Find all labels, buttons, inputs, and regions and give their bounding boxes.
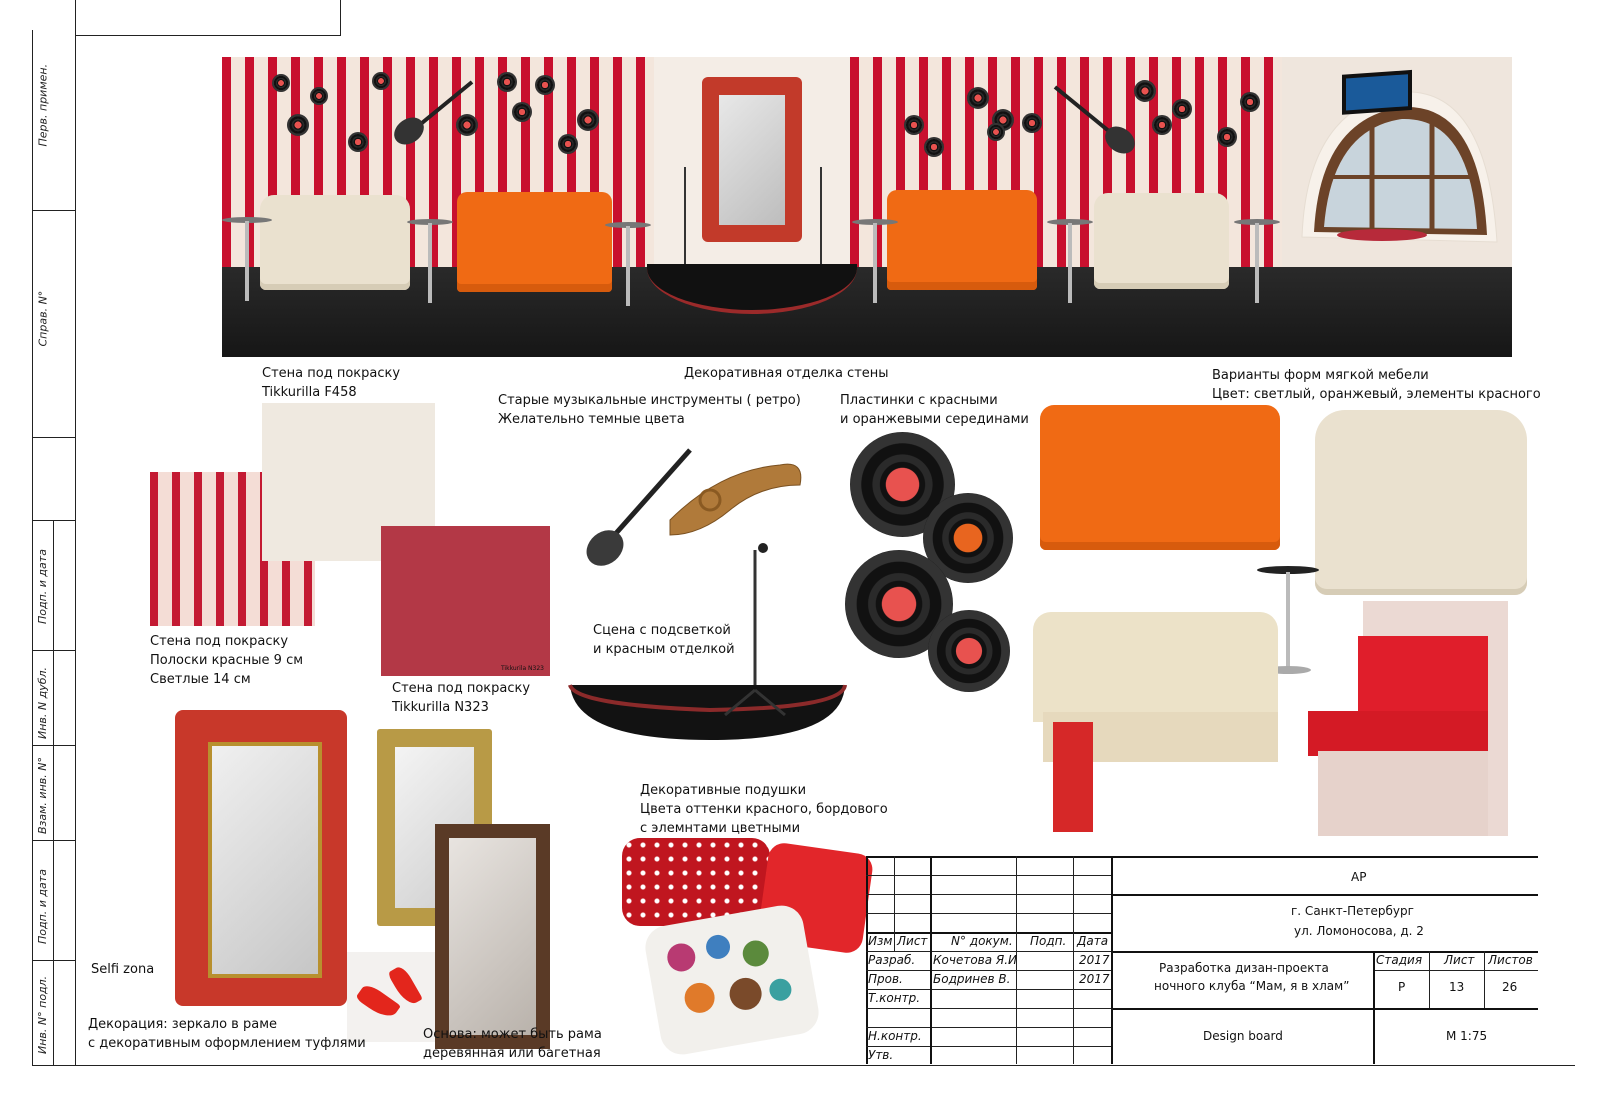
row-role-6: Утв. xyxy=(868,1048,894,1062)
pillows-line1: Декоративные подушки xyxy=(640,783,807,798)
strip-left-line xyxy=(32,30,33,1066)
paint-red-caption xyxy=(392,679,530,717)
booth-red-sample xyxy=(1308,601,1508,841)
tb-scale: М 1:75 xyxy=(1446,1029,1488,1043)
wall-record xyxy=(987,123,1005,141)
row-date-1: 2017 xyxy=(1079,953,1110,967)
pillows-caption xyxy=(640,781,888,838)
wall-sofa-cream-2 xyxy=(1094,193,1229,289)
wall-table xyxy=(1047,219,1093,305)
wall-table xyxy=(222,217,272,303)
wall-record xyxy=(904,115,924,135)
tb-sheet-header: Лист xyxy=(1444,953,1475,967)
tb-project-line2: ночного клуба “Мам, я в хлам” xyxy=(1154,979,1350,993)
wall-record xyxy=(577,109,599,131)
furniture-caption xyxy=(1212,366,1541,404)
wall-sofa-orange-1 xyxy=(457,192,612,292)
tb-sheet-title: Design board xyxy=(1203,1029,1283,1043)
wall-record xyxy=(967,87,989,109)
paint-red-swatch-code: Tikkurila N323 xyxy=(500,665,544,672)
strip-sep-2 xyxy=(32,437,75,438)
wall-record xyxy=(287,114,309,136)
booth-cream-sample xyxy=(1033,612,1278,837)
wall-record xyxy=(558,134,578,154)
side-label-vzam: Взам. инв. N° xyxy=(36,757,49,834)
instruments-line1: Старые музыкальные инструменты ( ретро) xyxy=(498,393,801,408)
side-label-podp1: Подп. и дата xyxy=(36,549,49,624)
th-izm: Изм xyxy=(868,934,893,948)
pillows-line2: Цвета оттенки красного, бордового xyxy=(640,802,888,817)
frame-bottom-line xyxy=(32,1065,1575,1066)
wall-record xyxy=(535,75,555,95)
wall-record xyxy=(924,137,944,157)
row-role-5: Н.контр. xyxy=(868,1029,922,1043)
paint-stripes-line2: Полоски красные 9 см xyxy=(150,653,304,668)
side-label-inv-podl: Инв. N° подл. xyxy=(36,975,49,1054)
th-doc: N° докум. xyxy=(951,934,1013,948)
stage-line1: Сцена с подсветкой xyxy=(593,623,731,638)
sofa-orange-sample xyxy=(1040,405,1280,550)
pillow-buttons xyxy=(642,902,822,1058)
paint-red-line2: Tikkurilla N323 xyxy=(392,700,489,715)
row-name-1: Кочетова Я.И xyxy=(933,953,1018,967)
instruments-caption xyxy=(498,391,801,429)
sofa-cream-sample xyxy=(1315,410,1527,595)
row-role-1: Разраб. xyxy=(868,953,916,967)
wall-title: Декоративная отделка стены xyxy=(684,366,889,381)
wall-table xyxy=(1234,219,1280,305)
wall-record xyxy=(1172,99,1192,119)
strip-sep-1 xyxy=(32,210,75,211)
wall-guitar-right xyxy=(1050,82,1140,157)
paint-red-line1: Стена под покраску xyxy=(392,681,531,696)
records-caption xyxy=(840,391,1029,429)
record-4 xyxy=(928,610,1010,692)
title-block xyxy=(866,856,1538,1064)
wall-record xyxy=(512,102,532,122)
paint-light-caption xyxy=(262,364,400,402)
wall-table xyxy=(605,222,651,308)
paint-light-line1: Стена под покраску xyxy=(262,366,401,381)
decor-line2: с декоративным оформлением туфлями xyxy=(88,1036,366,1051)
decor-line1: Декорация: зеркало в раме xyxy=(88,1017,278,1032)
paint-stripes-caption xyxy=(150,632,303,689)
wall-sofa-cream-1 xyxy=(260,195,410,290)
tb-sheets-header: Листов xyxy=(1488,953,1533,967)
base-line1: Основа: может быть рама xyxy=(423,1027,602,1042)
tb-code: АР xyxy=(1351,870,1367,884)
frame-left-line xyxy=(75,0,76,1066)
paint-stripes-line3: Светлые 14 см xyxy=(150,672,251,687)
wall-sofa-orange-2 xyxy=(887,190,1037,290)
wall-record xyxy=(497,72,517,92)
wood-mirror xyxy=(435,824,550,1049)
wall-mirror-glass xyxy=(719,95,785,225)
paint-red-swatch xyxy=(381,526,550,676)
tb-sheets: 26 xyxy=(1502,980,1518,994)
wall-record xyxy=(1022,113,1042,133)
tb-street: ул. Ломоносова, д. 2 xyxy=(1294,924,1424,938)
base-caption xyxy=(423,1025,602,1063)
th-list: Лист xyxy=(897,934,928,948)
stage-image xyxy=(565,540,850,750)
furniture-line2: Цвет: светлый, оранжевый, элементы красного xyxy=(1212,387,1541,402)
base-line2: деревянная или багетная xyxy=(423,1046,601,1061)
decor-caption xyxy=(88,1015,366,1053)
wall-guitar-left xyxy=(387,77,477,147)
wall-record xyxy=(272,74,290,92)
side-label-podp2: Подп. и дата xyxy=(36,869,49,944)
records-line2: и оранжевыми серединами xyxy=(840,412,1029,427)
pillows-line3: с элемнтами цветными xyxy=(640,821,801,836)
wall-record xyxy=(1217,127,1237,147)
tb-project-line1: Разработка дизан-проекта xyxy=(1159,961,1329,975)
wall-table xyxy=(407,219,453,305)
row-role-3: Т.контр. xyxy=(868,991,921,1005)
selfi-mirror-glass xyxy=(208,742,322,978)
wall-render xyxy=(222,57,1512,357)
tb-city: г. Санкт-Петербург xyxy=(1291,904,1414,918)
wall-record xyxy=(1240,92,1260,112)
wall-table xyxy=(852,219,898,305)
tb-stage: Р xyxy=(1398,980,1406,994)
wall-record xyxy=(348,132,368,152)
strip-mid-line xyxy=(53,520,54,1066)
instruments-line2: Желательно темные цвета xyxy=(498,412,685,427)
paint-light-line2: Tikkurilla F458 xyxy=(262,385,357,400)
paint-stripes-line1: Стена под покраску xyxy=(150,634,289,649)
selfi-caption: Selfi zona xyxy=(91,962,155,977)
side-label-sprav: Справ. N° xyxy=(36,290,50,347)
records-line1: Пластинки с красными xyxy=(840,393,998,408)
frame-top-line xyxy=(75,35,340,36)
furniture-line1: Варианты форм мягкой мебели xyxy=(1212,368,1429,383)
wall-record xyxy=(310,87,328,105)
row-date-2: 2017 xyxy=(1079,972,1110,986)
th-date: Дата xyxy=(1077,934,1109,948)
tb-stage-header: Стадия xyxy=(1376,953,1423,967)
wall-record xyxy=(1152,115,1172,135)
row-role-2: Пров. xyxy=(868,972,903,986)
tb-sheet: 13 xyxy=(1449,980,1465,994)
th-podp: Подп. xyxy=(1030,934,1067,948)
row-name-2: Бодринев В. xyxy=(933,972,1011,986)
side-label-inv-dubl: Инв. N дубл. xyxy=(36,666,49,739)
stage-line2: и красным отделкой xyxy=(593,642,735,657)
side-label-perv: Перв. примен. xyxy=(36,63,50,147)
frame-top-tick xyxy=(340,0,341,36)
